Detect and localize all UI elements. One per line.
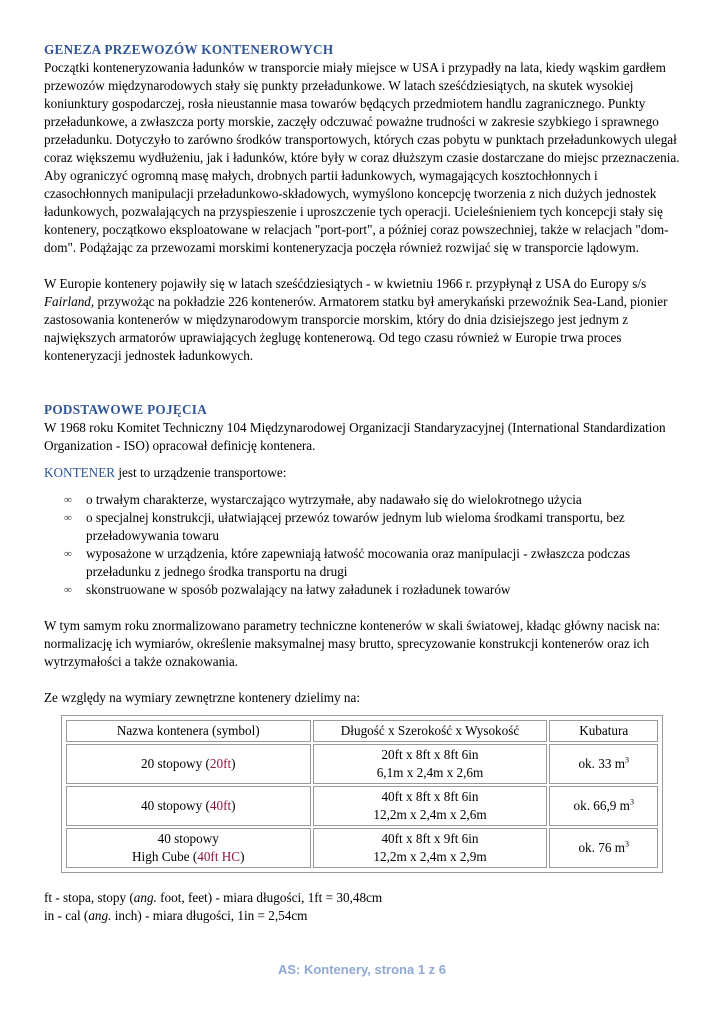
dim-metric: 12,2m x 2,4m x 2,6m xyxy=(373,807,487,822)
cell-dimensions xyxy=(313,786,548,826)
volume-text: ok. 66,9 m xyxy=(573,798,630,813)
dim-imperial: 40ft x 8ft x 9ft 6in xyxy=(381,831,479,846)
cell-name xyxy=(66,786,311,826)
container-table xyxy=(64,718,660,870)
note-foot-end: foot, feet) - miara długości, 1ft = 30,48cm xyxy=(156,890,383,905)
cell-dimensions xyxy=(313,828,548,868)
name-text: 20 stopowy ( xyxy=(141,756,210,771)
name-close: ) xyxy=(231,756,236,771)
definition-line xyxy=(44,464,684,482)
container-symbol: 20ft xyxy=(209,756,232,771)
volume-text: ok. 76 m xyxy=(578,840,625,855)
definition-text: jest to urządzenie transportowe: xyxy=(115,465,287,480)
heading-geneza: GENEZA PRZEWOZÓW KONTENEROWYCH xyxy=(44,42,334,57)
cell-name xyxy=(66,744,311,784)
list-item xyxy=(44,491,684,509)
note-foot-ang: ang. xyxy=(133,890,157,905)
dim-imperial: 20ft x 8ft x 8ft 6in xyxy=(381,747,479,762)
cell-volume xyxy=(549,828,658,868)
name-close: ) xyxy=(231,798,236,813)
cell-name xyxy=(66,828,311,868)
name-text-line2: High Cube ( xyxy=(132,849,198,864)
heading-pojecia: PODSTAWOWE POJĘCIA xyxy=(44,402,208,417)
volume-exponent: 3 xyxy=(629,797,634,807)
infinity-bullet-icon: ∞ xyxy=(64,548,72,560)
name-close: ) xyxy=(240,849,245,864)
paragraph-dimensions-intro: Ze względy na wymiary zewnętrzne kontenery dzielimy na: xyxy=(44,690,361,705)
europe-text-end: , przywożąc na pokładzie 226 kontenerów. Armatorem statku był amerykański przewoźnik Sea-Land, pionier zastosowania kontenerów w międzynarodowym transporcie morskim, który do dnia dzisiejszego jest jednym z największych armatorów uprawiających żeglugę kontenerową. Od tego czasu również w Europie trwa proces konteneryzacji jednostek ładunkowych. xyxy=(44,294,668,363)
note-foot xyxy=(44,889,684,907)
note-inch-ang: ang. xyxy=(88,908,112,923)
list-item xyxy=(44,581,684,599)
header-name: Nazwa kontenera (symbol) xyxy=(66,720,311,742)
dim-imperial: 40ft x 8ft x 8ft 6in xyxy=(381,789,479,804)
list-item-text: wyposażone w urządzenia, które zapewniają łatwość mocowania oraz manipulacji - zwłaszcza podczas przeładunku z jednego środka transportu na drugi xyxy=(86,546,631,579)
note-foot-start: ft - stopa, stopy ( xyxy=(44,890,134,905)
paragraph-iso: W 1968 roku Komitet Techniczny 104 Międzynarodowej Organizacji Standaryzacyjnej (International Standardization Organization - ISO) opracował definicję kontenera. xyxy=(44,420,666,453)
paragraph-concept: Aby ograniczyć ogromną masę małych, drobnych partii ładunkowych, wymagających kosztochłonnych i czasochłonnych manipulacji przeładunkowo-składowych, wymyślono koncepcję tworzenia z nich dużych jednostek ładunkowych, pozwalających na przyspieszenie i uproszczenie tych operacji. Ucieleśnieniem tych koncepcji stały się kontenery, początkowo eksploatowane w relacjach "port-port", a później coraz powszechniej, także w relacjach "dom-dom". Podążając za przewozami morskimi konteneryzacja poczęła również rozwijać się w transporcie lądowym. xyxy=(44,168,669,255)
term-kontener: KONTENER xyxy=(44,465,116,480)
name-text: 40 stopowy ( xyxy=(141,798,210,813)
name-text: 40 stopowy xyxy=(157,831,219,846)
volume-text: ok. 33 m xyxy=(578,756,625,771)
europe-text-start: W Europie kontenery pojawiły się w latach sześćdziesiątych - w kwietniu 1966 r. przypłynął z USA do Europy s/s xyxy=(44,276,647,291)
table-row xyxy=(66,744,658,784)
container-table-frame xyxy=(61,715,663,873)
dim-metric: 12,2m x 2,4m x 2,9m xyxy=(373,849,487,864)
dim-metric: 6,1m x 2,4m x 2,6m xyxy=(376,765,484,780)
definition-list xyxy=(44,491,684,599)
note-inch xyxy=(44,907,684,925)
paragraph-intro: Początki konteneryzowania ładunków w transporcie miały miejsce w USA i przypadły na lata, kiedy wąskim gardłem przewozów międzynarodowych stały się punkty przeładunkowe. W latach sześćdziesiątych, na skutek wysokiej koniunktury gospodarczej, rosła nieustannie masa towarów będących przedmiotem handlu zagranicznego. Punkty przeładunkowe, a zwłaszcza porty morskie, zaczęły odczuwać poważne trudności w zakresie szybkiego i sprawnego przeładunku. Dotyczyło to zarówno środków transportowych, których czas pobytu w punktach przeładunkowych ulegał coraz większemu wydłużeniu, jak i ładunków, które były w coraz dłuższym czasie dostarczane do miejsc przeznaczenia. xyxy=(44,60,680,165)
document-page xyxy=(44,41,684,925)
list-item-text: o trwałym charakterze, wystarczająco wytrzymałe, aby nadawało się do wielokrotnego użycia xyxy=(86,492,582,507)
paragraph-normalization: W tym samym roku znormalizowano parametry techniczne kontenerów w skali światowej, kładąc główny nacisk na: normalizację ich wymiarów, określenie maksymalnej masy brutto, sprecyzowanie konstrukcji kontenerów oraz ich wytrzymałości a także oznakowania. xyxy=(44,618,661,669)
note-inch-start: in - cal ( xyxy=(44,908,89,923)
table-header-row xyxy=(66,720,658,742)
ship-name: Fairland xyxy=(44,294,91,309)
list-item xyxy=(44,545,684,581)
page-footer: AS: Kontenery, strona 1 z 6 xyxy=(277,962,447,977)
header-volume: Kubatura xyxy=(549,720,658,742)
cell-volume xyxy=(549,786,658,826)
list-item xyxy=(44,509,684,545)
list-item-text: skonstruowane w sposób pozwalający na łatwy załadunek i rozładunek towarów xyxy=(86,582,511,597)
infinity-bullet-icon: ∞ xyxy=(64,494,72,506)
note-inch-end: inch) - miara długości, 1in = 2,54cm xyxy=(111,908,308,923)
container-symbol: 40ft HC xyxy=(197,849,241,864)
list-item-text: o specjalnej konstrukcji, ułatwiającej przewóz towarów jednym lub wieloma środkami transportu, bez przeładowywania towaru xyxy=(86,510,625,543)
container-symbol: 40ft xyxy=(209,798,232,813)
cell-volume xyxy=(549,744,658,784)
header-dimensions: Długość x Szerokość x Wysokość xyxy=(313,720,548,742)
table-row xyxy=(66,786,658,826)
table-row xyxy=(66,828,658,868)
infinity-bullet-icon: ∞ xyxy=(64,584,72,596)
volume-exponent: 3 xyxy=(624,755,629,765)
volume-exponent: 3 xyxy=(624,839,629,849)
cell-dimensions xyxy=(313,744,548,784)
paragraph-europe xyxy=(44,275,684,365)
infinity-bullet-icon: ∞ xyxy=(64,512,72,524)
